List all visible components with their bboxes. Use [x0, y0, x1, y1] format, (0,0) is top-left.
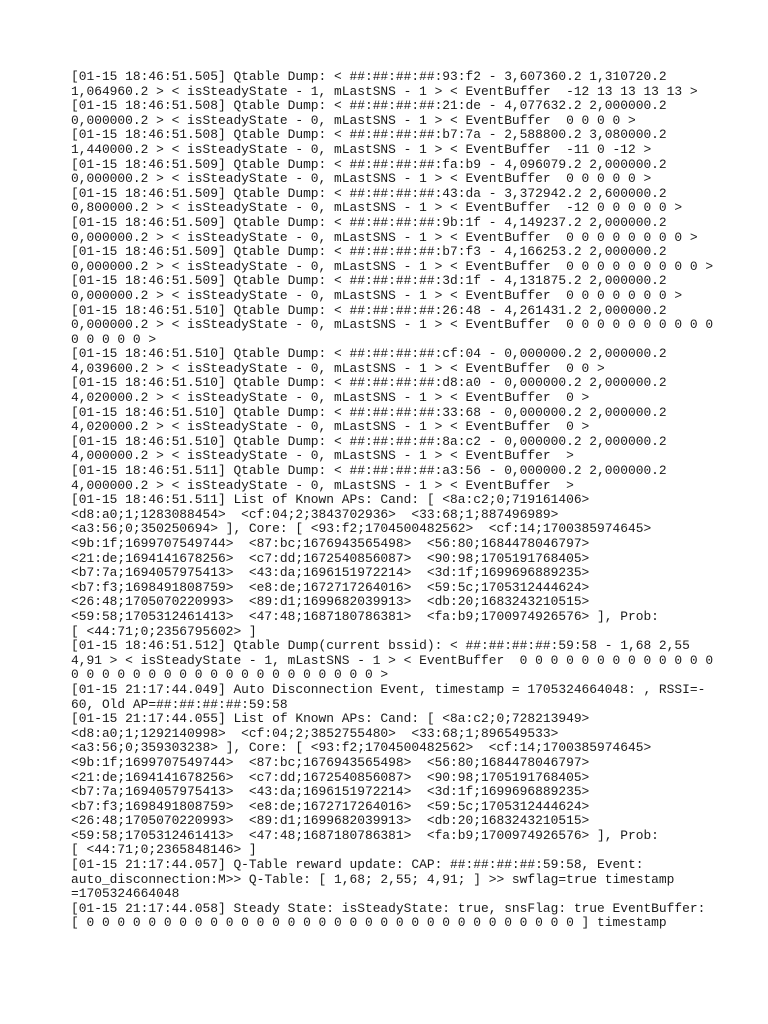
log-line: [01-15 18:46:51.508] Qtable Dump: < ##:##:##:##:b7:7a - 2,588800.2 3,080000.2: [71, 127, 667, 143]
log-line: <21:de;1694141678256> <c7:dd;1672540856087> <90:98;1705191768405>: [71, 550, 590, 566]
log-line: 0,000000.2 > < isSteadyState - 0, mLastSNS - 1 > < EventBuffer 0 0 0 0 0 >: [71, 171, 652, 187]
log-line: 0,000000.2 > < isSteadyState - 0, mLastSNS - 1 > < EventBuffer 0 0 0 0 >: [71, 112, 636, 128]
log-line: [01-15 18:46:51.508] Qtable Dump: < ##:##:##:##:21:de - 4,077632.2 2,000000.2: [71, 98, 667, 114]
log-line: <b7:f3;1698491808759> <e8:de;1672717264016> <59:5c;1705312444624>: [71, 579, 590, 595]
log-line: 1,064960.2 > < isSteadyState - 1, mLastSNS - 1 > < EventBuffer -12 13 13 13 13 >: [71, 83, 698, 99]
log-line: [01-15 18:46:51.510] Qtable Dump: < ##:##:##:##:8a:c2 - 0,000000.2 2,000000.2: [71, 433, 667, 449]
log-line: 0,000000.2 > < isSteadyState - 0, mLastSNS - 1 > < EventBuffer 0 0 0 0 0 0 0 >: [71, 287, 683, 303]
log-line: <a3:56;0;350250694> ], Core: [ <93:f2;1704500482562> <cf:14;1700385974645>: [71, 521, 652, 537]
log-line: <a3:56;0;359303238> ], Core: [ <93:f2;1704500482562> <cf:14;1700385974645>: [71, 740, 652, 756]
log-line: [01-15 18:46:51.505] Qtable Dump: < ##:##:##:##:93:f2 - 3,607360.2 1,310720.2: [71, 69, 667, 84]
log-line: <21:de;1694141678256> <c7:dd;1672540856087> <90:98;1705191768405>: [71, 769, 590, 785]
log-line: [ <44:71;0;2365848146> ]: [71, 842, 257, 858]
log-line: [01-15 18:46:51.509] Qtable Dump: < ##:##:##:##:9b:1f - 4,149237.2 2,000000.2: [71, 214, 667, 230]
log-text-block: [71, 70, 731, 931]
log-line: [01-15 18:46:51.510] Qtable Dump: < ##:##:##:##:33:68 - 0,000000.2 2,000000.2: [71, 404, 667, 420]
log-line: [01-15 18:46:51.510] Qtable Dump: < ##:##:##:##:cf:04 - 0,000000.2 2,000000.2: [71, 346, 667, 362]
log-line: 4,020000.2 > < isSteadyState - 0, mLastSNS - 1 > < EventBuffer 0 >: [71, 419, 590, 435]
log-line: [01-15 18:46:51.510] Qtable Dump: < ##:##:##:##:d8:a0 - 0,000000.2 2,000000.2: [71, 375, 667, 391]
log-line: 4,000000.2 > < isSteadyState - 0, mLastSNS - 1 > < EventBuffer >: [71, 477, 574, 493]
log-line: [01-15 21:17:44.055] List of Known APs: Cand: [ <8a:c2;0;728213949>: [71, 711, 590, 727]
log-line: 0,000000.2 > < isSteadyState - 0, mLastSNS - 1 > < EventBuffer 0 0 0 0 0 0 0 0 >: [71, 229, 698, 245]
log-line: [ <44:71;0;2356795602> ]: [71, 623, 257, 639]
log-line: [01-15 21:17:44.058] Steady State: isSteadyState: true, snsFlag: true EventBuffer:: [71, 900, 706, 916]
log-line: <b7:7a;1694057975413> <43:da;1696151972214> <3d:1f;1699696889235>: [71, 565, 590, 581]
log-line: [01-15 18:46:51.512] Qtable Dump(current bssid): < ##:##:##:##:59:58 - 1,68 2,55: [71, 638, 690, 654]
log-line: <b7:f3;1698491808759> <e8:de;1672717264016> <59:5c;1705312444624>: [71, 798, 590, 814]
log-line: <9b:1f;1699707549744> <87:bc;1676943565498> <56:80;1684478046797>: [71, 536, 590, 551]
log-line: <d8:a0;1;1283088454> <cf:04;2;3843702936> <33:68;1;887496989>: [71, 506, 559, 522]
log-line: [01-15 18:46:51.511] List of Known APs: Cand: [ <8a:c2;0;719161406>: [71, 492, 590, 508]
log-line: <9b:1f;1699707549744> <87:bc;1676943565498> <56:80;1684478046797>: [71, 754, 590, 770]
log-line: [01-15 21:17:44.049] Auto Disconnection Event, timestamp = 1705324664048: , RSSI=-: [71, 681, 706, 697]
log-line: [01-15 18:46:51.509] Qtable Dump: < ##:##:##:##:3d:1f - 4,131875.2 2,000000.2: [71, 273, 667, 289]
log-line: <b7:7a;1694057975413> <43:da;1696151972214> <3d:1f;1699696889235>: [71, 784, 590, 800]
log-line: [01-15 18:46:51.509] Qtable Dump: < ##:##:##:##:fa:b9 - 4,096079.2 2,000000.2: [71, 156, 667, 172]
log-line: 4,020000.2 > < isSteadyState - 0, mLastSNS - 1 > < EventBuffer 0 >: [71, 390, 590, 406]
log-line: [01-15 18:46:51.509] Qtable Dump: < ##:##:##:##:b7:f3 - 4,166253.2 2,000000.2: [71, 244, 667, 260]
log-line: 0,000000.2 > < isSteadyState - 0, mLastSNS - 1 > < EventBuffer 0 0 0 0 0 0 0 0 0 >: [71, 258, 714, 274]
log-line: [01-15 21:17:44.057] Q-Table reward update: CAP: ##:##:##:##:59:58, Event:: [71, 857, 644, 873]
log-line: [01-15 18:46:51.510] Qtable Dump: < ##:##:##:##:26:48 - 4,261431.2 2,000000.2: [71, 302, 667, 318]
log-line: 4,91 > < isSteadyState - 1, mLastSNS - 1 > < EventBuffer 0 0 0 0 0 0 0 0 0 0 0 0 0: [71, 652, 714, 668]
log-line: 0,800000.2 > < isSteadyState - 0, mLastSNS - 1 > < EventBuffer -12 0 0 0 0 0 >: [71, 200, 683, 216]
log-line: 1,440000.2 > < isSteadyState - 0, mLastSNS - 1 > < EventBuffer -11 0 -12 >: [71, 141, 652, 157]
log-line: <26:48;1705070220993> <89:d1;1699682039913> <db:20;1683243210515>: [71, 594, 590, 610]
log-line: 4,039600.2 > < isSteadyState - 0, mLastSNS - 1 > < EventBuffer 0 0 >: [71, 360, 605, 376]
log-line: [01-15 18:46:51.509] Qtable Dump: < ##:##:##:##:43:da - 3,372942.2 2,600000.2: [71, 185, 667, 201]
log-line: 4,000000.2 > < isSteadyState - 0, mLastSNS - 1 > < EventBuffer >: [71, 448, 574, 464]
log-line: 60, Old AP=##:##:##:##:59:58: [71, 696, 288, 712]
log-line: [01-15 18:46:51.511] Qtable Dump: < ##:##:##:##:a3:56 - 0,000000.2 2,000000.2: [71, 463, 667, 479]
log-line: 0,000000.2 > < isSteadyState - 0, mLastSNS - 1 > < EventBuffer 0 0 0 0 0 0 0 0 0 0: [71, 317, 714, 333]
log-line: <26:48;1705070220993> <89:d1;1699682039913> <db:20;1683243210515>: [71, 813, 590, 829]
log-line: <59:58;1705312461413> <47:48;1687180786381> <fa:b9;1700974926576> ], Prob:: [71, 608, 659, 624]
log-line: [ 0 0 0 0 0 0 0 0 0 0 0 0 0 0 0 0 0 0 0 0 0 0 0 0 0 0 0 0 0 0 0 0 ] timestamp: [71, 915, 667, 931]
log-line: <59:58;1705312461413> <47:48;1687180786381> <fa:b9;1700974926576> ], Prob:: [71, 827, 659, 843]
log-line: auto_disconnection:M>> Q-Table: [ 1,68; 2,55; 4,91; ] >> swflag=true timestamp: [71, 871, 675, 887]
log-line: =1705324664048: [71, 886, 180, 902]
log-line: 0 0 0 0 0 0 0 0 0 0 0 0 0 0 0 0 0 0 0 0 >: [71, 667, 389, 683]
log-line: 0 0 0 0 0 >: [71, 331, 157, 347]
log-line: <d8:a0;1;1292140998> <cf:04;2;3852755480> <33:68;1;896549533>: [71, 725, 559, 741]
